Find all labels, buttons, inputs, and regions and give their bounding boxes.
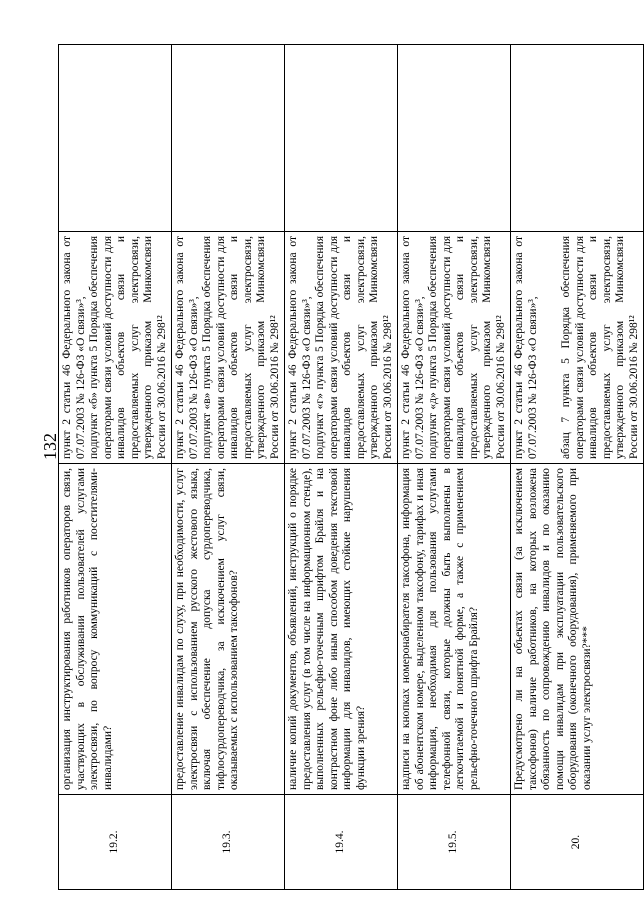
- legal-basis-cell: [398, 232, 511, 464]
- empty-cell: [511, 45, 644, 232]
- question-cell: Предусмотрено ли на объектах связи (за исключением таксофонов) наличие работников, на которых возложена обязанность по сопровождению инвалидов и по оказанию помощи инвалидам при эксплуатации пользовательского оборудования (оконечного оборудования), применяемого при оказании услуг электросвязи?***: [511, 464, 644, 795]
- checklist-table: [58, 44, 644, 890]
- legal-ref: подпункт «б» пункта 5 Порядка обеспечения операторами связи условий доступности для инвалидов объектов связи и предоставляемых услуг электросвязи, утвержденного приказом Минкомсвязи России от 30.06.2016 № 298¹²: [88, 236, 168, 459]
- legal-ref: подпункт «г» пункта 5 Порядка обеспечения операторами связи условий доступности для инвалидов объектов связи и предоставляемых услуг электросвязи, утвержденного приказом Минкомсвязи России от 30.06.2016 № 298¹²: [314, 236, 394, 459]
- legal-ref: пункт 2 статьи 46 Федерального закона от 07.07.2003 № 126-ФЗ «О связи»³,: [61, 236, 87, 459]
- legal-basis-cell: [172, 232, 285, 464]
- document-frame: [58, 45, 640, 890]
- rotated-page: [58, 45, 640, 890]
- table-row: [285, 45, 398, 890]
- table-row: [172, 45, 285, 890]
- table-row: [511, 45, 644, 890]
- legal-ref: подпункт «д» пункта 5 Порядка обеспечения операторами связи условий доступности для инвалидов объектов связи и предоставляемых услуг электросвязи, утвержденного приказом Минкомсвязи России от 30.06.2016 № 298¹²: [427, 236, 507, 459]
- table-row: [59, 45, 172, 890]
- question-cell: наличие копий документов, объявлений, инструкций о порядке предоставления услуг (в том числе на информационном стенде), выполненных рельефно-точечным шрифтом Брайля и на контрастном фоне либо иным способом доведения текстовой информации для инвалидов, имеющих стойкие нарушения функции зрения?: [285, 464, 398, 795]
- question-cell: предоставление инвалидам по слуху, при необходимости, услуг электросвязи с использованием русского жестового языка, включая обеспечение допуска сурдопереводчика, тифлосурдопереводчика, за исключением услуг связи, оказываемых с использованием таксофонов?: [172, 464, 285, 795]
- legal-basis-cell: [285, 232, 398, 464]
- legal-ref: пункт 2 статьи 46 Федерального закона от 07.07.2003 № 126-ФЗ «О связи»³,: [513, 236, 539, 459]
- empty-cell: [59, 45, 172, 232]
- row-number: 19.2.: [59, 795, 172, 890]
- legal-ref: абзац 7 пункта 5 Порядка обеспечения операторами связи условий доступности для инвалидов объектов связи и предоставляемых услуг электросвязи, утвержденного приказом Минкомсвязи России от 30.06.2016 № 298¹²: [560, 236, 640, 459]
- legal-ref: подпункт «в» пункта 5 Порядка обеспечения операторами связи условий доступности для инвалидов объектов связи и предоставляемых услуг электросвязи, утвержденного приказом Минкомсвязи России от 30.06.2016 № 298¹²: [201, 236, 281, 459]
- empty-cell: [172, 45, 285, 232]
- row-number: 19.5.: [398, 795, 511, 890]
- table-row: [398, 45, 511, 890]
- legal-ref: пункт 2 статьи 46 Федерального закона от 07.07.2003 № 126-ФЗ «О связи»³,: [174, 236, 200, 459]
- page-number: 132: [40, 433, 60, 460]
- question-cell: организация инструктирования работников операторов связи, участвующих в обслуживании пользователей услугами электросвязи, по вопросу коммуникаций с посетителями-инвалидами?: [59, 464, 172, 795]
- legal-ref: пункт 2 статьи 46 Федерального закона от 07.07.2003 № 126-ФЗ «О связи»³,: [400, 236, 426, 459]
- empty-cell: [285, 45, 398, 232]
- empty-cell: [398, 45, 511, 232]
- question-cell: надписи на кнопках номеронабирателя таксофона, информация об абонентском номере, выделенном таксофону, тарифах и иная информация, необходимая для пользования услугами телефонной связи, которые должны быть выполнены в легкочитаемой и понятной форме, а также с применением рельефно-точечного шрифта Брайля?: [398, 464, 511, 795]
- row-number: 19.4.: [285, 795, 398, 890]
- row-number: 19.3.: [172, 795, 285, 890]
- spacer: [540, 236, 560, 459]
- legal-basis-cell: [511, 232, 644, 464]
- row-number: 20.: [511, 795, 644, 890]
- legal-basis-cell: [59, 232, 172, 464]
- legal-ref: пункт 2 статьи 46 Федерального закона от 07.07.2003 № 126-ФЗ «О связи»³,: [287, 236, 313, 459]
